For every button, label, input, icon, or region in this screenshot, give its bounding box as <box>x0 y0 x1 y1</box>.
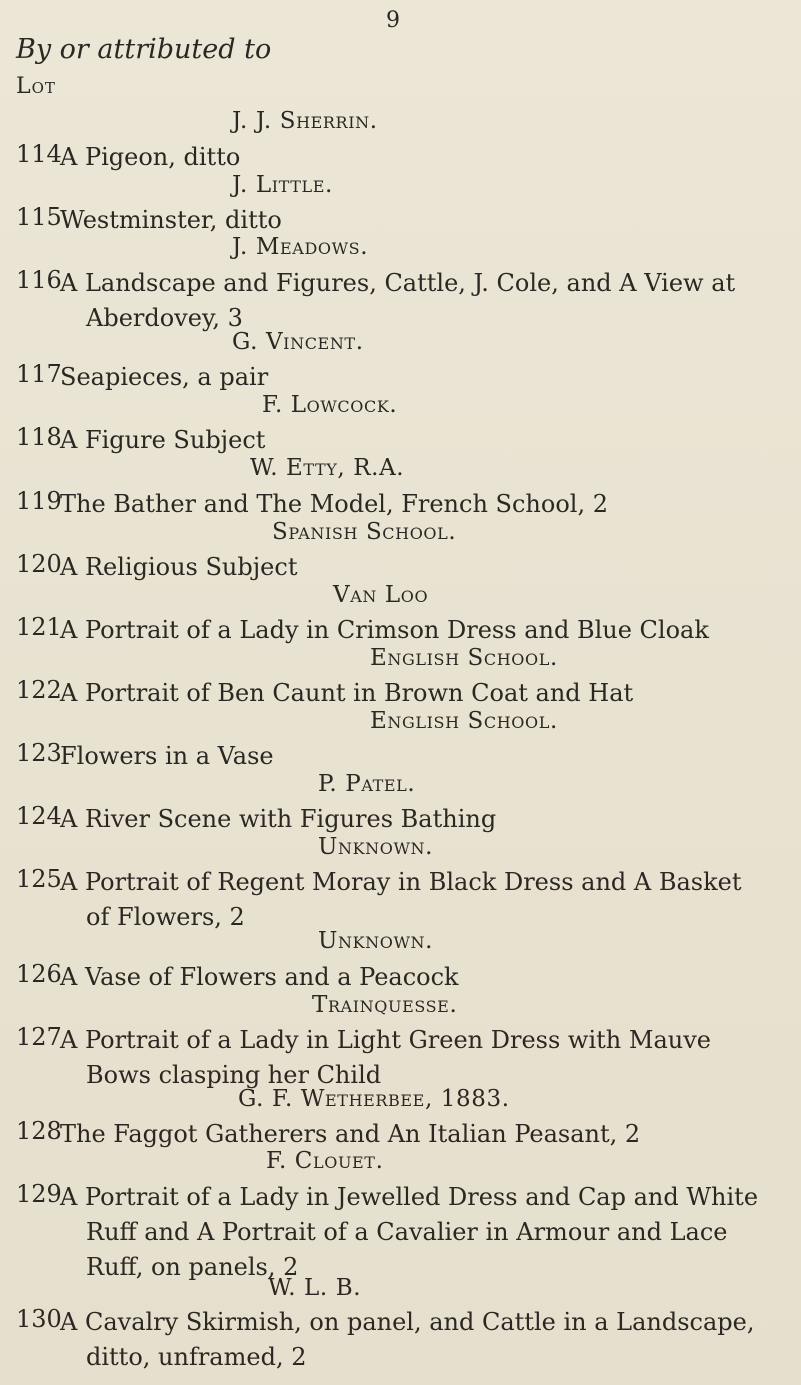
lot-number: 115 <box>16 203 62 231</box>
lot-number: 127 <box>16 1023 62 1051</box>
lot-number: 130 <box>16 1305 62 1333</box>
page-heading: By or attributed to <box>16 34 272 65</box>
lot-title: Seapieces, a pair <box>60 363 269 391</box>
lot-number: 114 <box>16 140 62 168</box>
lot-title: A Cavalry Skirmish, on panel, and Cattle in a Landscape, ditto, unframed, 2 <box>60 1308 755 1371</box>
lot-number: 123 <box>16 739 62 767</box>
artist-name: English School. <box>370 708 558 734</box>
lot-number: 118 <box>16 423 62 451</box>
lot-number: 128 <box>16 1117 62 1145</box>
artist-name: F. Clouet. <box>266 1148 384 1174</box>
artist-name: F. Lowcock. <box>262 392 398 418</box>
lot-number: 122 <box>16 676 62 704</box>
artist-name: J. J. Sherrin. <box>232 108 378 134</box>
lot-title: The Faggot Gatherers and An Italian Peasant, 2 <box>60 1120 641 1148</box>
lot-title: A Portrait of Regent Moray in Black Dress and A Basket of Flowers, 2 <box>60 868 742 931</box>
lot-number: 116 <box>16 266 62 294</box>
artist-name: W. Etty, R.A. <box>250 455 405 481</box>
lot-title: Westminster, ditto <box>60 206 282 234</box>
artist-name: Unknown. <box>318 834 434 860</box>
artist-name: G. Vincent. <box>232 329 364 355</box>
artist-name: Unknown. <box>318 928 434 954</box>
lot-column-label: Lot <box>16 74 56 99</box>
lot-title: A Portrait of a Lady in Light Green Dress with Mauve Bows clasping her Child <box>60 1026 711 1089</box>
lot-number: 119 <box>16 487 62 515</box>
lot-title: Flowers in a Vase <box>60 742 274 770</box>
artist-name: English School. <box>370 645 558 671</box>
lot-number: 120 <box>16 550 62 578</box>
lot-title: A Portrait of a Lady in Crimson Dress and Blue Cloak <box>60 616 709 644</box>
lot-number: 117 <box>16 360 62 388</box>
lot-title: A Landscape and Figures, Cattle, J. Cole, and A View at Aberdovey, 3 <box>60 269 736 332</box>
artist-name: Van Loo <box>333 582 429 608</box>
lot-title: The Bather and The Model, French School, 2 <box>60 490 608 518</box>
lot-number: 125 <box>16 865 62 893</box>
page-number: 9 <box>386 8 400 33</box>
artist-name: J. Meadows. <box>232 234 369 260</box>
lot-number: 124 <box>16 802 62 830</box>
artist-name: Spanish School. <box>272 519 457 545</box>
artist-name: Trainquesse. <box>312 992 458 1018</box>
lot-number: 129 <box>16 1180 62 1208</box>
lot-number: 126 <box>16 960 62 988</box>
lot-title: A Figure Subject <box>60 426 266 454</box>
artist-name: G. F. Wetherbee, 1883. <box>238 1086 510 1112</box>
artist-name: J. Little. <box>232 172 333 198</box>
artist-name: P. Patel. <box>318 771 416 797</box>
lot-title: A River Scene with Figures Bathing <box>60 805 497 833</box>
lot-title: A Vase of Flowers and a Peacock <box>60 963 459 991</box>
lot-title: A Portrait of a Lady in Jewelled Dress and Cap and White Ruff and A Portrait of a Cavalier in Armour and Lace Ruff, on panels, 2 <box>60 1183 759 1281</box>
lot-title: A Portrait of Ben Caunt in Brown Coat and Hat <box>60 679 634 707</box>
artist-name: W. L. B. <box>268 1275 362 1301</box>
lot-title: A Pigeon, ditto <box>60 143 241 171</box>
lot-title: A Religious Subject <box>60 553 298 581</box>
lot-number: 121 <box>16 613 62 641</box>
